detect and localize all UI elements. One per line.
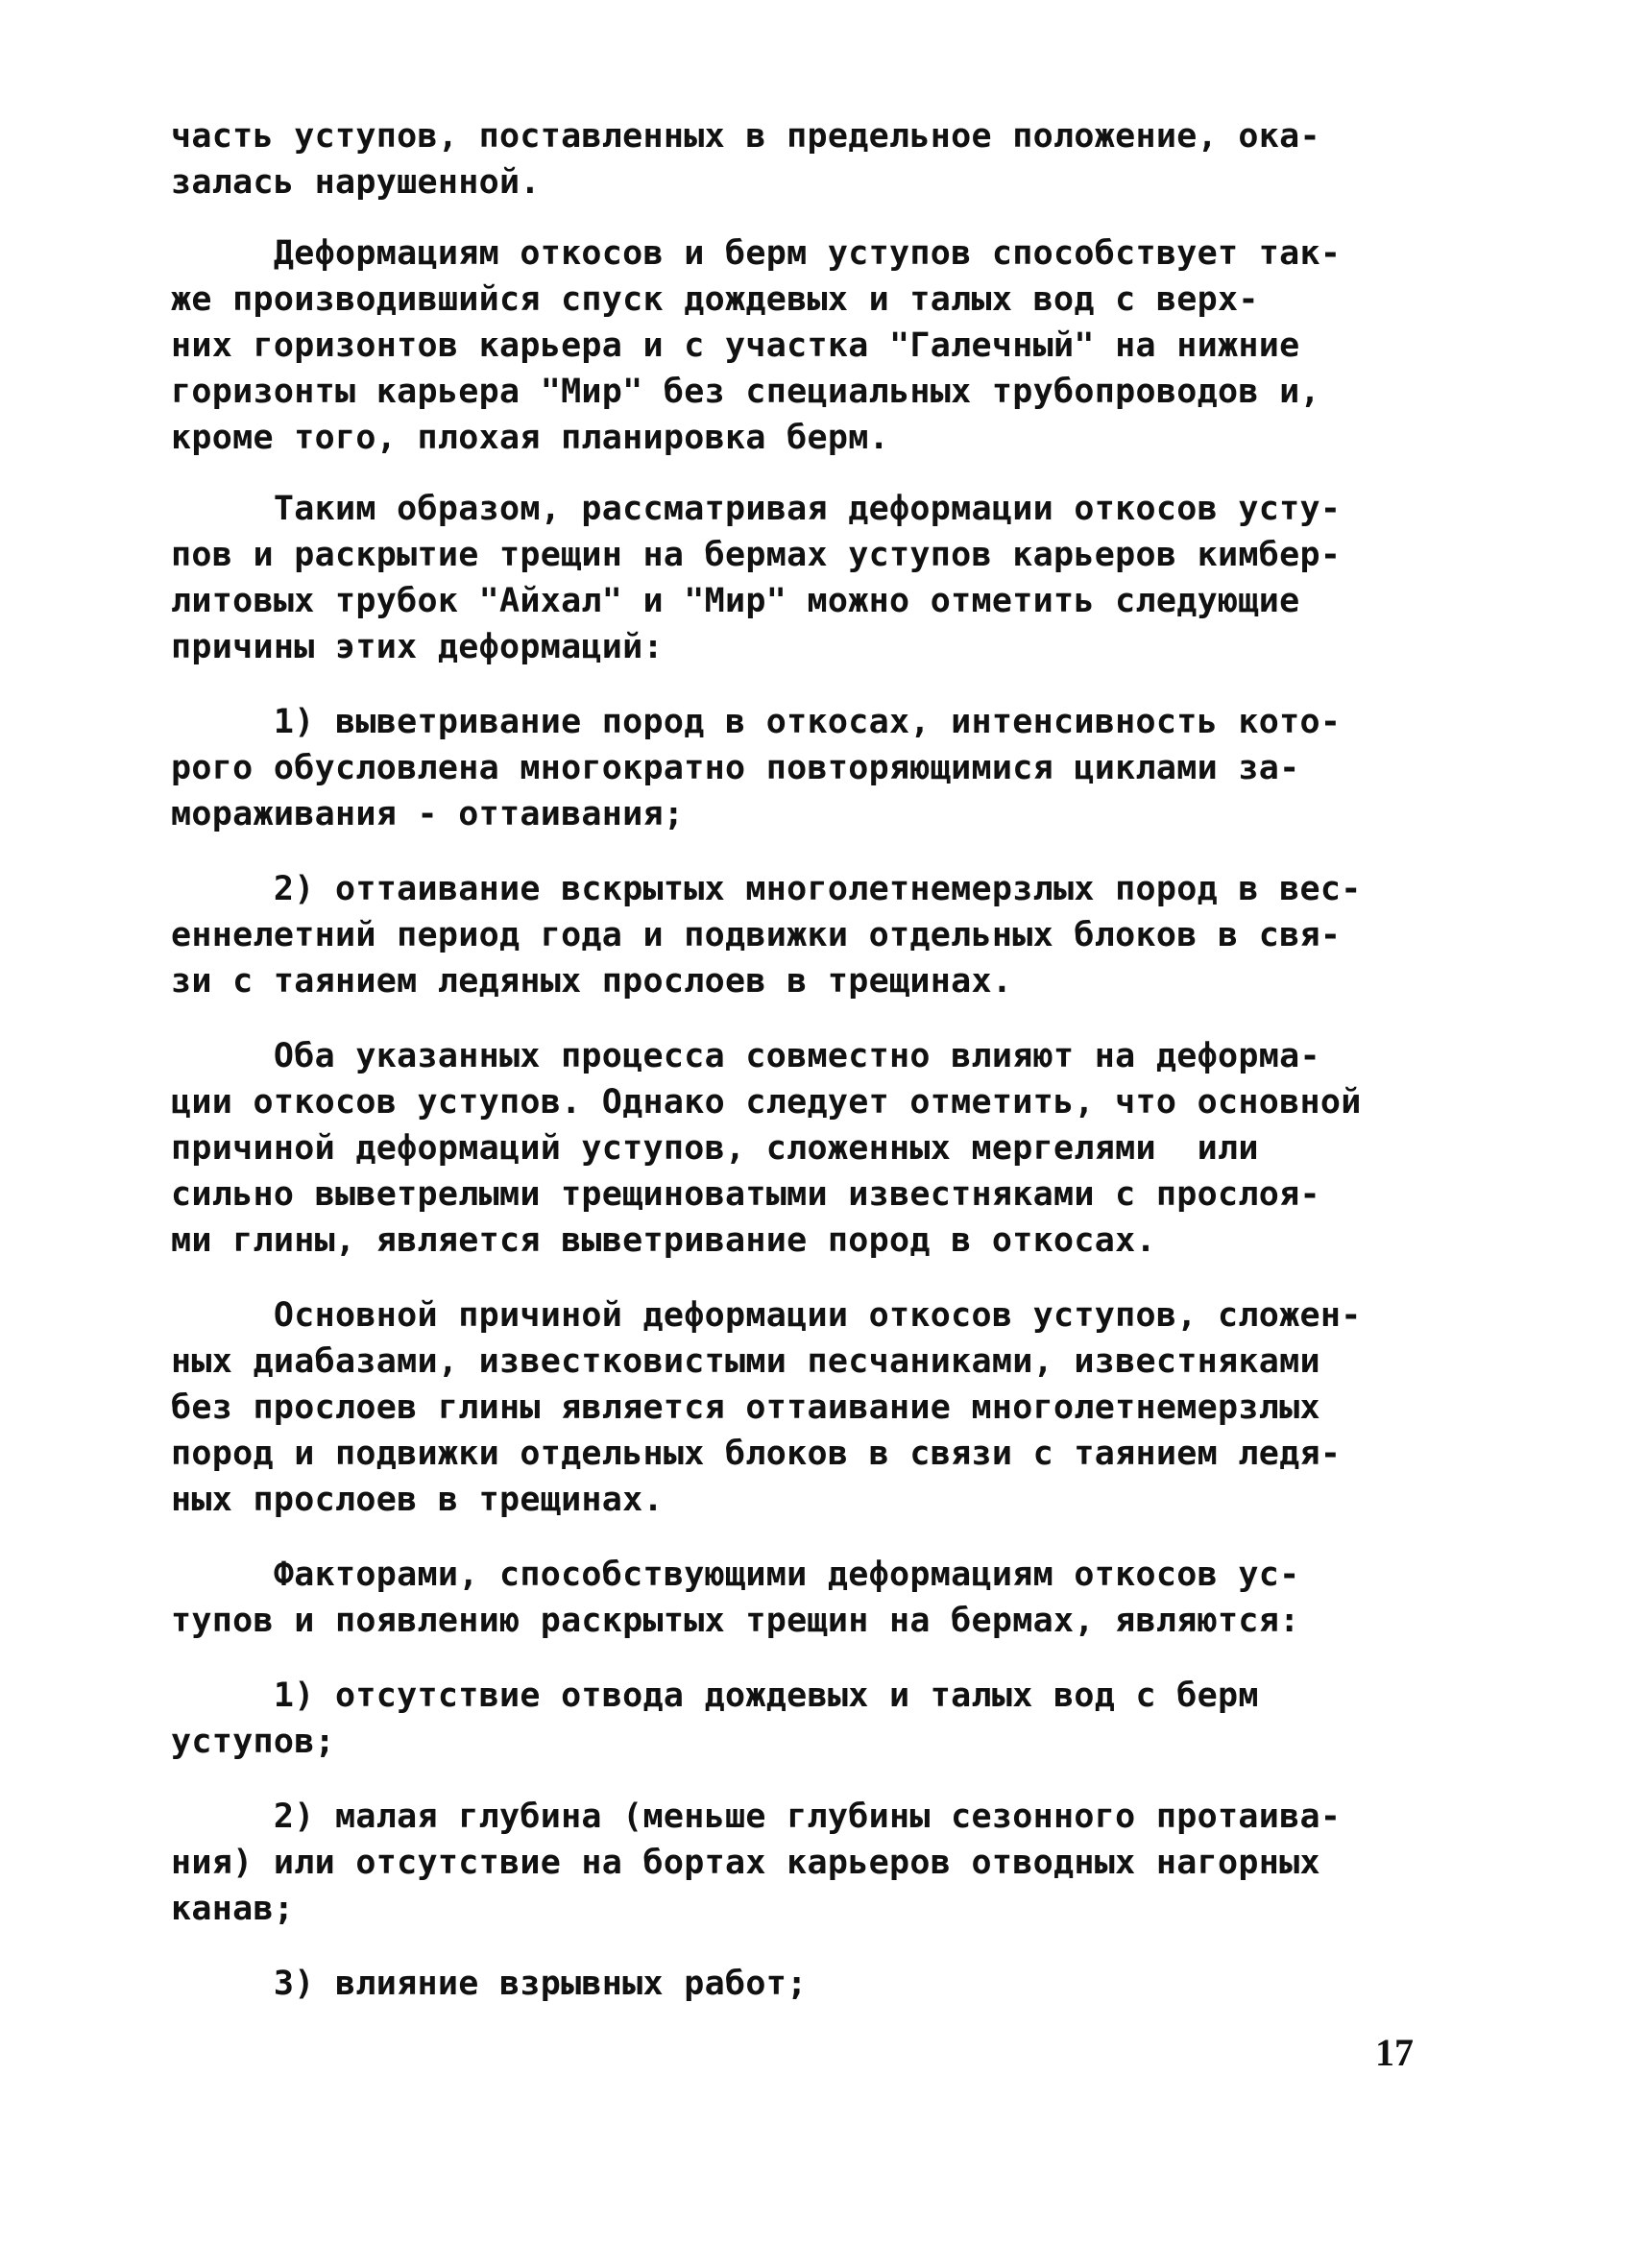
text-line: Таким образом, рассматривая деформации откосов усту- [171, 490, 1342, 528]
text-line: причиной деформаций уступов, сложенных мергелями или [171, 1129, 1259, 1168]
text-line: 2) малая глубина (меньше глубины сезонного протаива- [171, 1798, 1342, 1836]
text-line: залась нарушенной. [171, 163, 541, 202]
factor-item-3 [171, 1961, 1487, 2007]
text-line: горизонты карьера "Мир" без специальных трубопроводов и, [171, 373, 1320, 411]
paragraph-6 [171, 1552, 1487, 1644]
text-line: 1) выветривание пород в откосах, интенсивность кото- [171, 703, 1342, 741]
text-line: Основной причиной деформации откосов уступов, сложен- [171, 1296, 1362, 1335]
text-line: сильно выветрелыми трещиноватыми известняками с прослоя- [171, 1175, 1320, 1214]
list-item-1 [171, 699, 1487, 837]
text-line: пов и раскрытие трещин на бермах уступов карьеров кимбер- [171, 536, 1342, 574]
list-item-2 [171, 866, 1487, 1004]
text-line: канав; [171, 1890, 295, 1928]
text-line: 3) влияние взрывных работ; [171, 1965, 808, 2003]
paragraph-5 [171, 1292, 1487, 1523]
factor-item-2 [171, 1794, 1487, 1932]
text-line: кроме того, плохая планировка берм. [171, 419, 890, 457]
text-line: часть уступов, поставленных в предельное положение, ока- [171, 117, 1320, 156]
paragraph-4 [171, 1033, 1487, 1264]
text-line: зи с таянием ледяных прослоев в трещинах. [171, 962, 1013, 1001]
text-line: причины этих деформаций: [171, 628, 664, 666]
text-line: Деформациям откосов и берм уступов способствует так- [171, 234, 1342, 273]
body-text [171, 113, 1487, 2007]
factor-item-1 [171, 1673, 1487, 1765]
text-line: 1) отсутствие отвода дождевых и талых вод с берм [171, 1677, 1259, 1715]
text-line: ных диабазами, известковистыми песчаниками, известняками [171, 1342, 1320, 1381]
text-line: тупов и появлению раскрытых трещин на бермах, являются: [171, 1602, 1300, 1640]
text-line: рого обусловлена многократно повторяющимися циклами за- [171, 749, 1300, 787]
text-line: ния) или отсутствие на бортах карьеров отводных нагорных [171, 1844, 1320, 1882]
text-line: Факторами, способствующими деформациям откосов ус- [171, 1556, 1300, 1594]
paragraph-3 [171, 486, 1487, 670]
paragraph-2 [171, 230, 1487, 461]
text-line: ми глины, является выветривание пород в откосах. [171, 1221, 1156, 1260]
text-line: мораживания - оттаивания; [171, 795, 685, 833]
text-line: ных прослоев в трещинах. [171, 1481, 664, 1519]
text-line: без прослоев глины является оттаивание многолетнемерзлых [171, 1388, 1320, 1427]
page-number: 17 [1375, 2031, 1414, 2074]
text-line: же производившийся спуск дождевых и талых вод с верх- [171, 280, 1259, 319]
paragraph-1 [171, 113, 1487, 205]
text-line: уступов; [171, 1723, 335, 1761]
text-line: литовых трубок "Айхал" и "Мир" можно отметить следующие [171, 582, 1300, 620]
text-line: них горизонтов карьера и с участка "Галечный" на нижние [171, 326, 1300, 365]
text-line: 2) оттаивание вскрытых многолетнемерзлых пород в вес- [171, 870, 1362, 908]
text-line: еннелетний период года и подвижки отдельных блоков в свя- [171, 916, 1342, 954]
text-line: пород и подвижки отдельных блоков в связи с таянием ледя- [171, 1435, 1342, 1473]
text-line: ции откосов уступов. Однако следует отметить, что основной [171, 1083, 1362, 1122]
text-line: Оба указанных процесса совместно влияют на деформа- [171, 1037, 1320, 1075]
